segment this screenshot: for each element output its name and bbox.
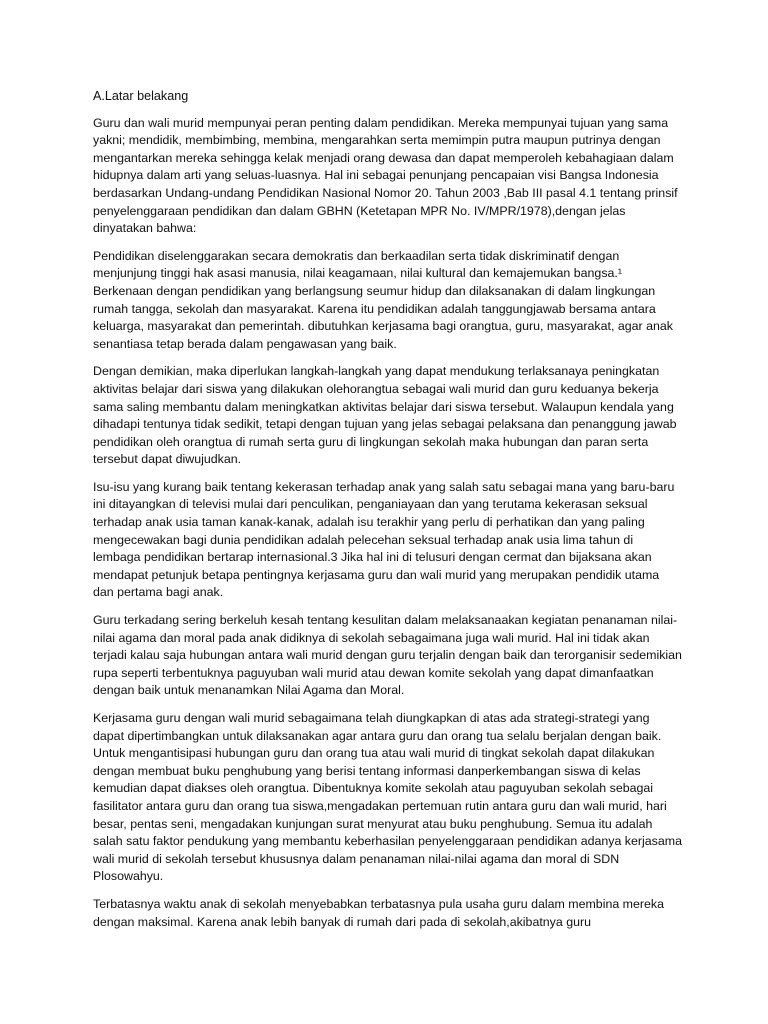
paragraph-6: Kerjasama guru dengan wali murid sebagaimana telah diungkapkan di atas ada strategi-strategi yang dapat dipertimbangkan untuk dilaksanakan agar antara guru dan orang tua selalu berjalan dengan baik. Untuk mengantisipasi hubungan guru dan orang tua atau wali murid di tingkat sekolah dapat dilakukan dengan membuat buku penghubung yang berisi tentang informasi danperkembangan siswa di kelas kemudian dapat diakses oleh orangtua. Dibentuknya komite sekolah atau paguyuban sekolah sebagai fasilitator antara guru dan orang tua siswa,mengadakan pertemuan rutin antara guru dan wali murid, hari besar, pentas seni, mengadakan kunjungan surat menyurat atau buku penghubung. Semua itu adalah salah satu faktor pendukung yang membantu keberhasilan penyelenggaraan pendidikan adanya kerjasama wali murid di sekolah tersebut khususnya dalam penanaman nilai-nilai agama dan moral di SDN Plosowahyu.: [93, 711, 682, 884]
paragraph-5: Guru terkadang sering berkeluh kesah tentang kesulitan dalam melaksanaakan kegiatan penanaman nilai-nilai agama dan moral pada anak didiknya di sekolah sebagaimana juga wali murid. Hal ini tidak akan terjadi kalau saja hubungan antara wali murid dengan guru terjalin dengan baik dan terorganisir sedemikian rupa seperti terbentuknya paguyuban wali murid atau dewan komite sekolah yang dapat dimanfaatkan dengan baik untuk menanamkan Nilai Agama dan Moral.: [93, 613, 682, 698]
paragraph-2: Pendidikan diselenggarakan secara demokratis dan berkaadilan serta tidak diskriminatif dengan menjunjung tinggi hak asasi manusia, nilai keagamaan, nilai kultural dan kemajemukan bangsa.¹ Berkenaan dengan pendidikan yang berlangsung seumur hidup dan dilaksanakan di dalam lingkungan rumah tangga, sekolah dan masyarakat. Karena itu pendidikan adalah tanggungjawab bersama antara keluarga, masyarakat dan pemerintah. dibutuhkan kerjasama bagi orangtua, guru, masyarakat, agar anak senantiasa tetap berada dalam pengawasan yang baik.: [93, 248, 673, 351]
document-page: [93, 88, 683, 1024]
paragraph-7: Terbatasnya waktu anak di sekolah menyebabkan terbatasnya pula usaha guru dalam membina mereka dengan maksimal. Karena anak lebih banyak di rumah dari pada di sekolah,akibatnya guru: [93, 896, 664, 929]
paragraph-3: Dengan demikian, maka diperlukan langkah-langkah yang dapat mendukung terlaksanaya peningkatan aktivitas belajar dari siswa yang dilakukan olehorangtua sebagai wali murid dan guru keduanya bekerja sama saling membantu dalam meningkatkan aktivitas belajar dari siswa tersebut. Walaupun kendala yang dihadapi tentunya tidak sedikit, tetapi dengan tujuan yang jelas sebagai pelaksana dan penanggung jawab pendidikan oleh orangtua di rumah serta guru di lingkungan sekolah maka hubungan dan paran serta tersebut dapat diwujudkan.: [93, 364, 677, 467]
section-heading: A.Latar belakang: [93, 89, 189, 103]
paragraph-4: Isu-isu yang kurang baik tentang kekerasan terhadap anak yang salah satu sebagai mana yang baru-baru ini ditayangkan di televisi mulai dari penculikan, penganiayaan dan yang terutama kekerasan seksual terhadap anak usia taman kanak-kanak, adalah isu terakhir yang perlu di perhatikan dan yang paling mengecewakan bagi dunia pendidikan adalah pelecehan seksual terhadap anak usia lima tahun di lembaga pendidikan bertarap internasional.3 Jika hal ini di telusuri dengan cermat dan bijaksana akan mendapat petunjuk betapa pentingnya kerjasama guru dan wali murid yang merupakan pendidik utama dan pertama bagi anak.: [93, 479, 675, 600]
paragraph-1: Guru dan wali murid mempunyai peran penting dalam pendidikan. Mereka mempunyai tujuan yang sama yakni; mendidik, membimbing, membina, mengarahkan serta memimpin putra maupun putrinya dengan mengantarkan mereka sehingga kelak menjadi orang dewasa dan dapat memperoleh kebahagiaan dalam hidupnya dalam arti yang seluas-luasnya. Hal ini sebagai penunjang pencapaian visi Bangsa Indonesia berdasarkan Undang-undang Pendidikan Nasional Nomor 20. Tahun 2003 ,Bab III pasal 4.1 tentang prinsif penyelenggaraan pendidikan dan dalam GBHN (Ketetapan MPR No. IV/MPR/1978),dengan jelas dinyatakan bahwa:: [93, 115, 678, 236]
